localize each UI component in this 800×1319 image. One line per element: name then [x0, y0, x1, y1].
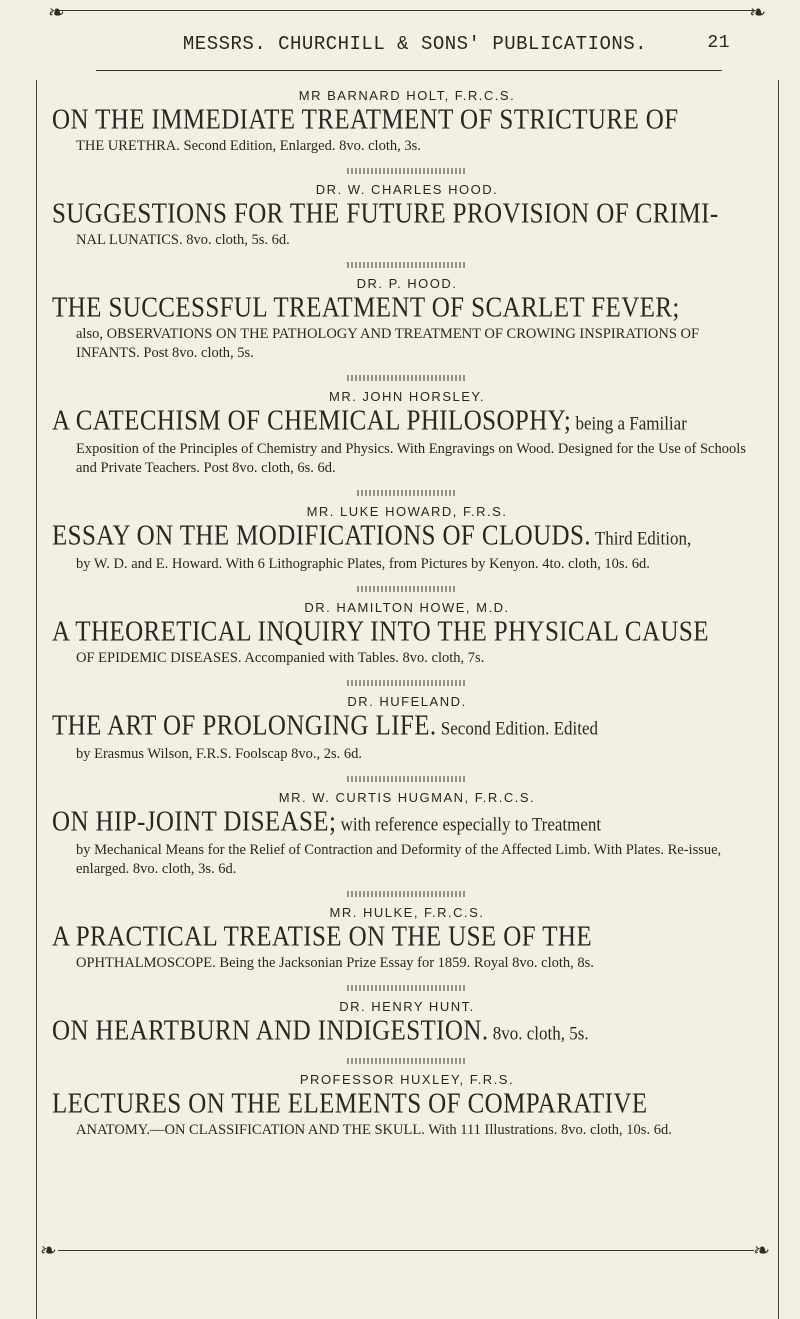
publication-list: [52, 88, 762, 1140]
entry-description: NAL LUNATICS. 8vo. cloth, 5s. 6d.: [76, 232, 290, 248]
separator-ornament: [357, 586, 457, 592]
entry-author: MR BARNARD HOLT, F.R.C.S.: [298, 88, 516, 103]
list-item: [52, 1072, 762, 1140]
list-item: [52, 389, 762, 478]
entry-description: by Erasmus Wilson, F.R.S. Foolscap 8vo., 2s. 6d.: [76, 746, 362, 762]
list-item: [52, 276, 762, 363]
separator-ornament: [347, 1058, 467, 1064]
entry-author: DR. P. HOOD.: [356, 276, 458, 291]
entry-author: MR. HULKE, F.R.C.S.: [329, 905, 485, 920]
entry-author: DR. HENRY HUNT.: [339, 999, 475, 1014]
entry-title: SUGGESTIONS FOR THE FUTURE PROVISION OF CRIMI-: [52, 199, 719, 230]
list-item: [52, 694, 762, 764]
entry-title: A THEORETICAL INQUIRY INTO THE PHYSICAL CAUSE: [52, 617, 709, 648]
corner-ornament-top-right-icon: ❧: [749, 0, 766, 24]
entry-author: PROFESSOR HUXLEY, F.R.S.: [299, 1072, 515, 1087]
bottom-ornamental-rule: [58, 1250, 754, 1251]
entry-title: A PRACTICAL TREATISE ON THE USE OF THE: [52, 922, 593, 953]
separator-ornament: [347, 375, 467, 381]
left-margin-rule: [36, 80, 37, 1319]
separator-ornament: [347, 891, 467, 897]
entry-title: ON THE IMMEDIATE TREATMENT OF STRICTURE OF: [52, 105, 679, 136]
entry-description: THE URETHRA. Second Edition, Enlarged. 8vo. cloth, 3s.: [76, 138, 421, 154]
entry-author: MR. W. CURTIS HUGMAN, F.R.C.S.: [278, 790, 536, 805]
corner-ornament-top-left-icon: ❧: [48, 0, 65, 24]
corner-ornament-bottom-left-icon: ❧: [40, 1238, 57, 1262]
list-item: [52, 600, 762, 668]
separator-ornament: [357, 490, 457, 496]
page-number: 21: [707, 33, 730, 53]
entry-description: OPHTHALMOSCOPE. Being the Jacksonian Prize Essay for 1859. Royal 8vo. cloth, 8s.: [76, 955, 594, 971]
entry-author: MR. JOHN HORSLEY.: [328, 389, 485, 404]
list-item: [52, 182, 762, 250]
separator-ornament: [347, 776, 467, 782]
entry-title: A CATECHISM OF CHEMICAL PHILOSOPHY; being a Familiar: [52, 406, 687, 437]
entry-author: DR. HAMILTON HOWE, M.D.: [304, 600, 510, 615]
entry-title: ON HEARTBURN AND INDIGESTION. 8vo. cloth, 5s.: [52, 1016, 589, 1047]
list-item: [52, 790, 762, 879]
entry-description: also, OBSERVATIONS ON THE PATHOLOGY AND TREATMENT OF CROWING INSPIRATIONS OF INFANTS. Post 8vo. cloth, 5s.: [76, 326, 700, 361]
separator-ornament: [347, 262, 467, 268]
list-item: [52, 88, 762, 156]
entry-title: LECTURES ON THE ELEMENTS OF COMPARATIVE: [52, 1089, 648, 1120]
entry-author: MR. LUKE HOWARD, F.R.S.: [306, 504, 508, 519]
entry-description: OF EPIDEMIC DISEASES. Accompanied with Tables. 8vo. cloth, 7s.: [76, 650, 485, 666]
entry-description: Exposition of the Principles of Chemistry and Physics. With Engravings on Wood. Designed for the Use of Schools and Private Teachers. Post 8vo. cloth, 6s. 6d.: [76, 441, 746, 476]
page-header: [70, 33, 760, 55]
separator-ornament: [347, 168, 467, 174]
header-rule: [96, 70, 722, 71]
entry-description: by W. D. and E. Howard. With 6 Lithographic Plates, from Pictures by Kenyon. 4to. cloth, 10s. 6d.: [76, 556, 650, 572]
corner-ornament-bottom-right-icon: ❧: [753, 1238, 770, 1262]
entry-description: ANATOMY.—ON CLASSIFICATION AND THE SKULL. With 111 Illustrations. 8vo. cloth, 10s. 6d.: [76, 1122, 672, 1138]
running-head: MESSRS. CHURCHILL & SONS' PUBLICATIONS.: [182, 33, 648, 55]
entry-title: THE SUCCESSFUL TREATMENT OF SCARLET FEVER;: [52, 293, 680, 324]
list-item: [52, 905, 762, 973]
entry-title: THE ART OF PROLONGING LIFE. Second Edition. Edited: [52, 711, 599, 742]
list-item: [52, 999, 762, 1046]
entry-title: ON HIP-JOINT DISEASE; with reference especially to Treatment: [52, 807, 602, 838]
right-margin-rule: [778, 80, 779, 1319]
entry-description: by Mechanical Means for the Relief of Contraction and Deformity of the Affected Limb. With Plates. Re-issue, enlarged. 8vo. cloth, 3s. 6d.: [76, 842, 722, 877]
list-item: [52, 504, 762, 574]
top-ornamental-rule: [58, 10, 754, 15]
entry-author: DR. HUFELAND.: [347, 694, 467, 709]
entry-title: ESSAY ON THE MODIFICATIONS OF CLOUDS. Third Edition,: [52, 521, 692, 552]
entry-author: DR. W. CHARLES HOOD.: [315, 182, 499, 197]
separator-ornament: [347, 680, 467, 686]
separator-ornament: [347, 985, 467, 991]
